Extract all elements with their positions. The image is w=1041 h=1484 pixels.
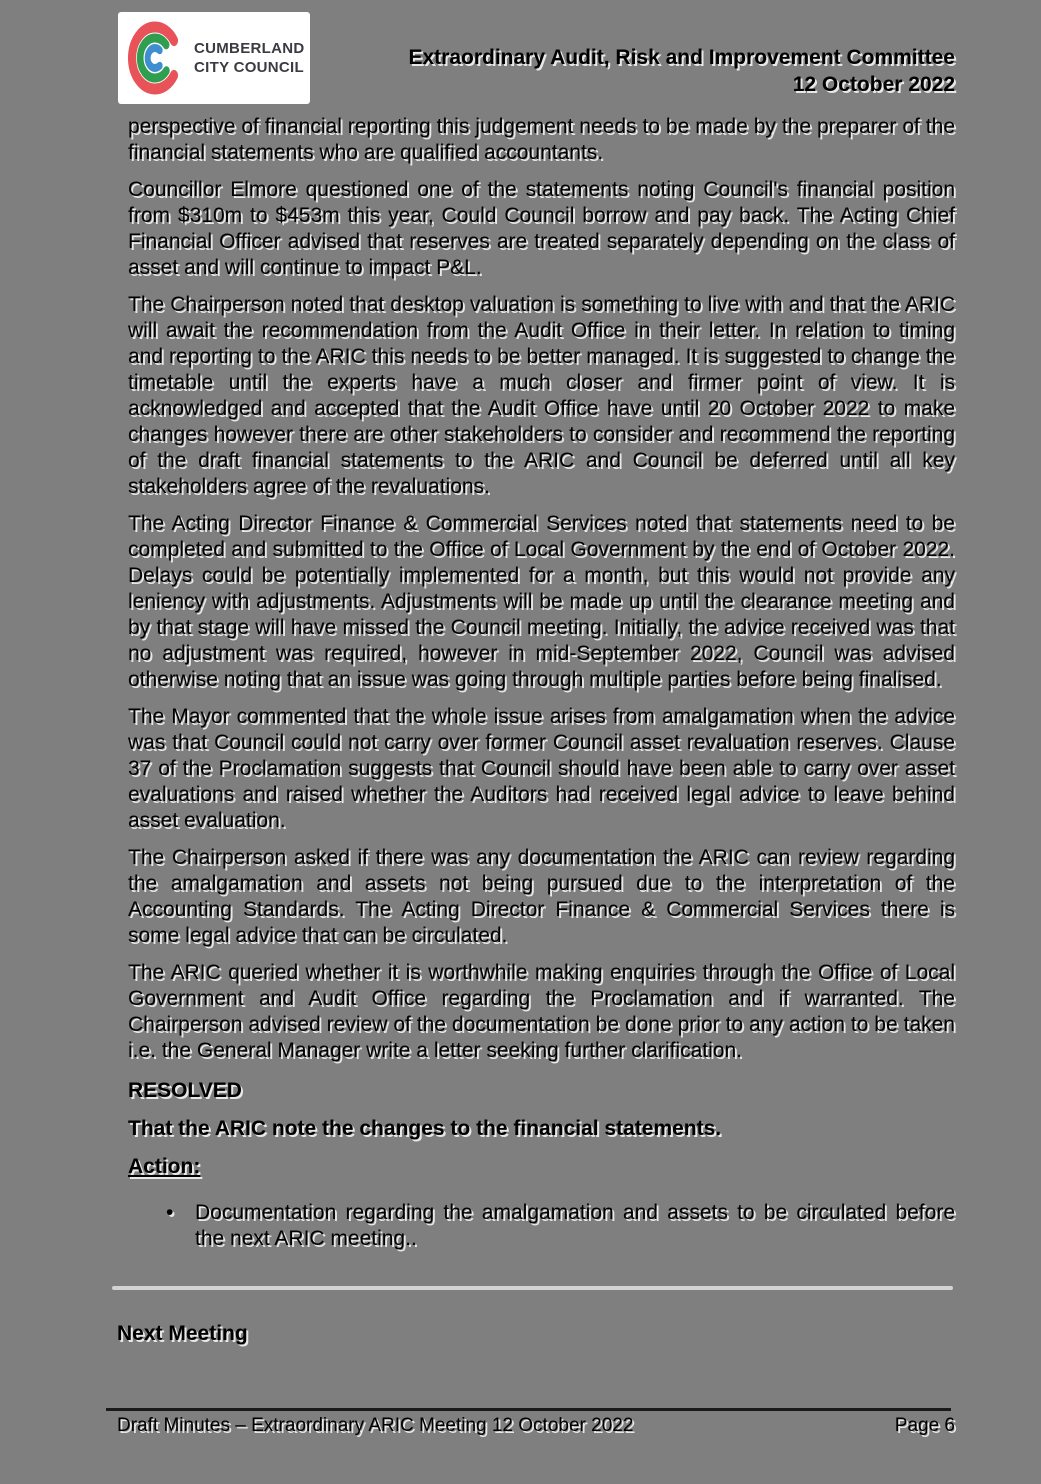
resolution-text: That the ARIC note the changes to the financial statements.: [128, 1117, 722, 1140]
paragraph: The ARIC queried whether it is worthwhile making enquiries through the Office of Local Government and Audit Office regarding the Proclamation and if warranted. The Chairperson advised review of the documentation be done prior to any action to be taken i.e. the General Manager write a letter seeking further clarification.: [128, 961, 955, 1062]
section-separator-line: [112, 1286, 953, 1290]
minutes-body: [128, 114, 955, 1252]
paragraph: perspective of financial reporting this judgement needs to be made by the preparer of the financial statements who are qualified accountants.: [128, 115, 955, 164]
logo-wordmark-line2: CITY COUNCIL: [194, 59, 304, 76]
paragraph: The Mayor commented that the whole issue arises from amalgamation when the advice was that Council could not carry over former Council asset revaluation reserves. Clause 37 of the Proclamation suggests that Council should have been able to carry over asset evaluations and raised whether the Auditors had received legal advice to leave behind asset evaluation.: [128, 705, 955, 832]
page-header: [360, 44, 955, 98]
next-meeting-heading: Next Meeting: [117, 1322, 248, 1345]
footer-page-number: Page 6: [894, 1415, 955, 1436]
paragraph: The Chairperson asked if there was any documentation the ARIC can review regarding the amalgamation and assets not being pursued due to the interpretation of the Accounting Standards. The Acting Director Finance & Commercial Services there is some legal advice that can be circulated.: [128, 846, 955, 947]
resolved-heading: RESOLVED: [128, 1079, 242, 1102]
paragraph: The Acting Director Finance & Commercial Services noted that statements need to be completed and submitted to the Office of Local Government by the end of October 2022. Delays could be potentially implemented for a month, but this would not provide any leniency with adjustments. Adjustments will be made up until the clearance meeting and by that stage will have missed the Council meeting. Initially, the advice received was that no adjustment was required, however in mid-September 2022, Council was advised otherwise noting that an issue was going through multiple parties before being finalised.: [128, 512, 955, 691]
cumberland-city-council-logo: [118, 12, 310, 104]
paragraph: Councillor Elmore questioned one of the statements noting Council's financial position from $310m to $453m this year, Could Council borrow and pay back. The Acting Chief Financial Officer advised that reserves are treated separately depending on the class of asset and will continue to impact P&L.: [128, 178, 955, 279]
paragraph: The Chairperson noted that desktop valuation is something to live with and that the ARIC will await the recommendation from the Audit Office in their letter. In relation to timing and reporting to the ARIC this needs to be better managed. It is suggested to change the timetable until the experts have a much closer and firmer point of view. It is acknowledged and accepted that the Audit Office have until 20 October 2022 to make changes however there are other stakeholders to consider and recommend the reporting of the draft financial statements to the ARIC and Council be deferred until all key stakeholders agree of the revaluations.: [128, 293, 955, 498]
logo-wordmark: [194, 39, 305, 77]
bullet-icon: •: [166, 1201, 174, 1224]
action-heading: Action:: [128, 1155, 201, 1178]
page-footer: [117, 1414, 955, 1438]
action-list-item: [128, 1200, 955, 1252]
footer-document-title: Draft Minutes – Extraordinary ARIC Meeting 12 October 2022: [117, 1415, 634, 1436]
header-committee-title: Extraordinary Audit, Risk and Improvement Committee: [408, 46, 955, 69]
cumberland-ccc-mark-icon: [128, 18, 186, 98]
footer-separator-line: [106, 1408, 951, 1411]
action-item-text: Documentation regarding the amalgamation and assets to be circulated before the next ARIC meeting..: [195, 1201, 955, 1250]
header-date: 12 October 2022: [792, 73, 955, 96]
logo-wordmark-line1: CUMBERLAND: [194, 40, 305, 57]
